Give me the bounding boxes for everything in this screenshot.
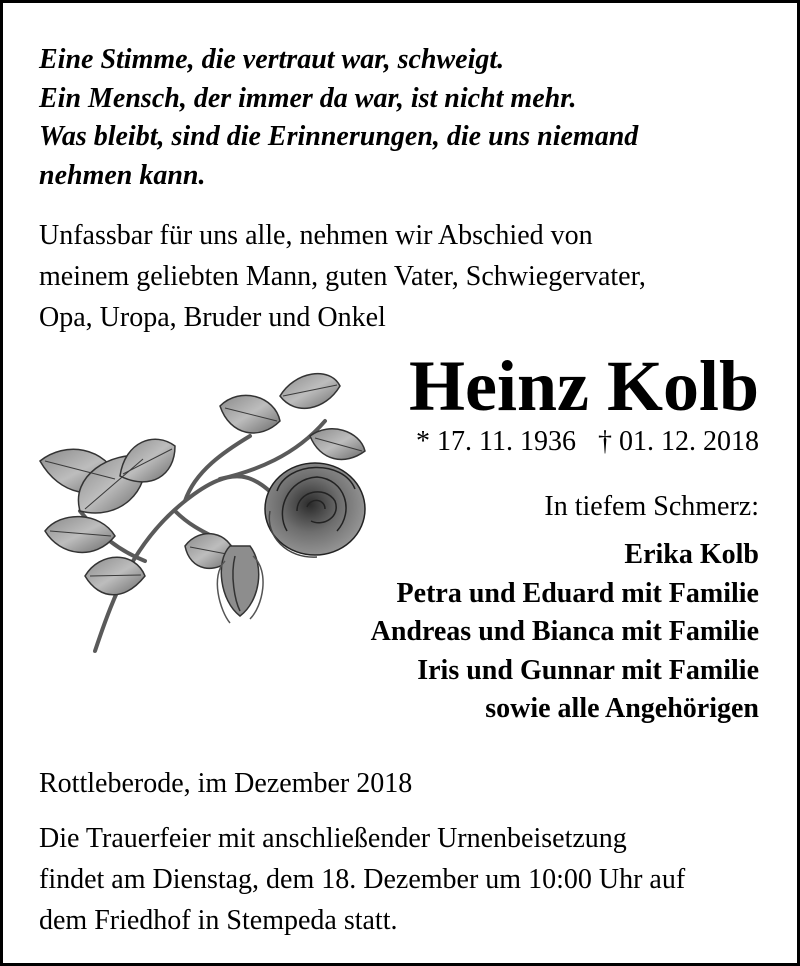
birth-date: * 17. 11. 1936 bbox=[416, 426, 576, 457]
mourner: Erika Kolb bbox=[624, 539, 759, 570]
rose-head bbox=[265, 463, 365, 557]
mourner: Iris und Gunnar mit Familie bbox=[417, 654, 759, 686]
poem-line: nehmen kann. bbox=[39, 159, 206, 191]
grief-line: In tiefem Schmerz: bbox=[544, 491, 759, 522]
rose-illustration bbox=[25, 361, 380, 661]
death-date: † 01. 12. 2018 bbox=[598, 426, 759, 457]
intro-line: meinem geliebten Mann, guten Vater, Schwiegervater, bbox=[39, 261, 646, 292]
mourner: Petra und Eduard mit Familie bbox=[396, 577, 759, 609]
funeral-line: findet am Dienstag, dem 18. Dezember um 10:00 Uhr auf bbox=[39, 864, 686, 895]
life-dates bbox=[416, 424, 759, 460]
poem-line: Ein Mensch, der immer da war, ist nicht mehr. bbox=[39, 82, 577, 114]
intro-line: Opa, Uropa, Bruder und Onkel bbox=[39, 302, 386, 333]
funeral-line: Die Trauerfeier mit anschließender Urnenbeisetzung bbox=[39, 823, 627, 854]
poem-line: Eine Stimme, die vertraut war, schweigt. bbox=[39, 44, 505, 75]
rose-bud bbox=[217, 546, 263, 623]
farewell-intro bbox=[39, 215, 779, 338]
memorial-poem bbox=[39, 41, 779, 195]
poem-line: Was bleibt, sind die Erinnerungen, die uns niemand bbox=[39, 121, 639, 152]
intro-line: Unfassbar für uns alle, nehmen wir Abschied von bbox=[39, 220, 593, 251]
funeral-line: dem Friedhof in Stempeda statt. bbox=[39, 905, 398, 936]
mourner: Andreas und Bianca mit Familie bbox=[370, 616, 759, 647]
funeral-info bbox=[39, 818, 779, 941]
place-date: Rottleberode, im Dezember 2018 bbox=[39, 768, 413, 799]
mourner: sowie alle Angehörigen bbox=[485, 693, 759, 724]
deceased-name: Heinz Kolb bbox=[408, 346, 759, 426]
mourners-list bbox=[371, 536, 759, 729]
